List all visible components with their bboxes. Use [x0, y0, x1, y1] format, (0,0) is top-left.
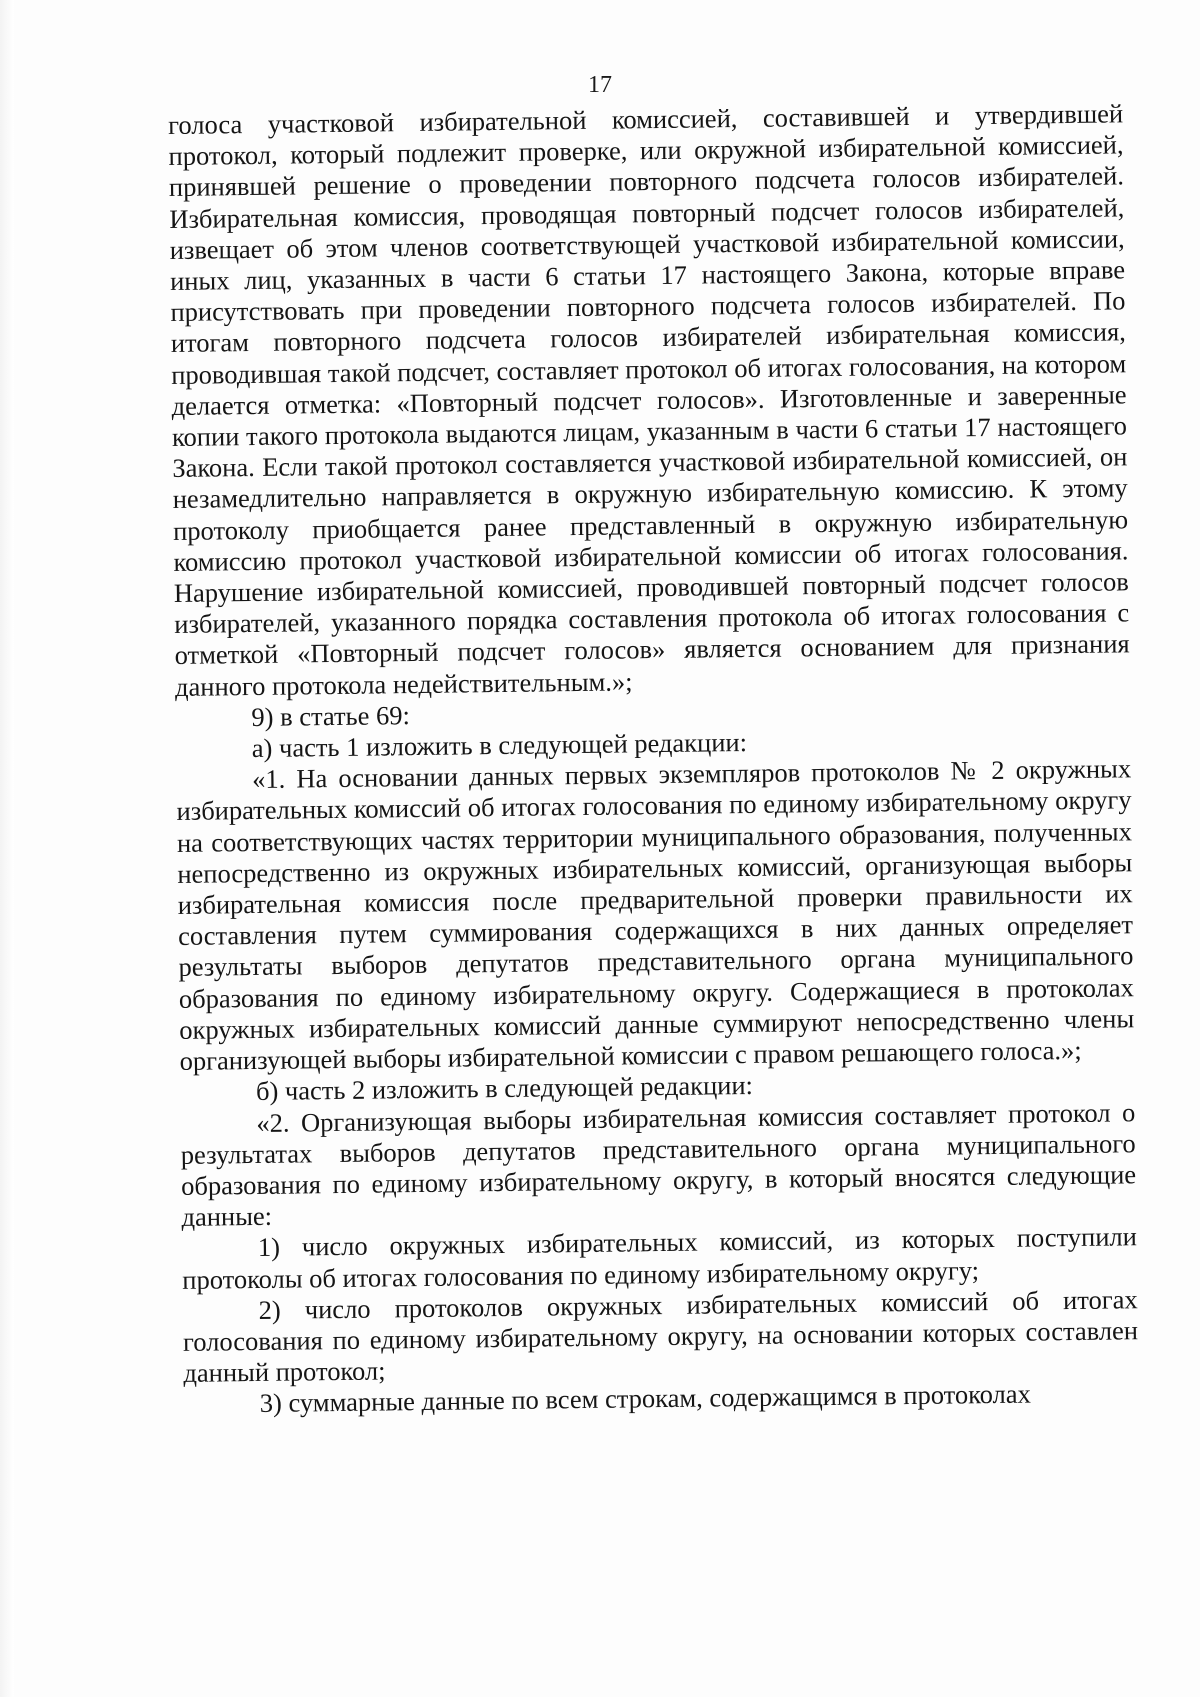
paragraph-subitem-a: а) часть 1 изложить в следующей редакции:	[251, 727, 748, 764]
paragraph-list-item-2: 2) число протоколов окружных избирательных комиссий об итогах голосования по единому избирательному округу, на основании которых составлен данный протокол;	[182, 1283, 1139, 1389]
paragraph-part-2-text: «2. Организующая выборы избирательная комиссия составляет протокол о результатах выборов депутатов представительного органа муниципального образования по единому избирательному округу, в который вносятся следующие данные:	[180, 1096, 1137, 1233]
paragraph-part-1-text: «1. На основании данных первых экземпляров протоколов № 2 окружных избирательных комиссий об итогах голосования по единому избирательному округу на соответствующих частях территории муниципального образования, полученных непосредственно из окружных избирательных комиссий, организующая выборы избирательная комиссия после предварительной проверки правильности их составления путем суммирования содержащихся в них данных определяет результаты выборов депутатов представительного органа муниципального образования по единому избирательному округу. Содержащиеся в протоколах окружных избирательных комиссий данные суммируют непосредственно члены организующей выборы избирательной комиссии с правом решающего голоса.»;	[176, 753, 1135, 1077]
paragraph-subitem-b: б) часть 2 изложить в следующей редакции:	[255, 1070, 754, 1107]
paragraph-list-item-1: 1) число окружных избирательных комиссий, из которых поступили протоколы об итогах голосования по единому избирательному округу;	[182, 1221, 1138, 1295]
page-number: 17	[588, 72, 612, 98]
body-text	[168, 98, 1139, 1420]
paragraph-item-9: 9) в статье 69:	[251, 699, 411, 732]
paragraph-continuation: голоса участковой избирательной комиссией, составившей и утвердившей протокол, который подлежит проверке, или окружной избирательной комиссией, принявшей решение о проведении повторного подсчета голосов избирателей. Избирательная комиссия, проводящая повторный подсчет голосов избирателей, извещает об этом членов соответствующей участковой избирательной комиссии, иных лиц, указанных в части 6 статьи 17 настоящего Закона, которые вправе присутствовать при проведении повторного подсчета голосов избирателей. По итогам повторного подсчета голосов избирателей избирательная комиссия, проводившая такой подсчет, составляет протокол об итогах голосования, на котором делается отметка: «Повторный подсчет голосов». Изготовленные и заверенные копии такого протокола выдаются лицам, указанным в части 6 статьи 17 настоящего Закона. Если такой протокол составляется участковой избирательной комиссией, он незамедлительно направляется в окружную избирательную комиссию. К этому протоколу приобщается ранее представленный в окружную избирательную комиссию протокол участковой избирательной комиссии об итогах голосования. Нарушение избирательной комиссией, проводившей повторный подсчет голосов избирателей, указанного порядка составления протокола об итогах голосования с отметкой «Повторный подсчет голосов» является основанием для признания данного протокола недействительным.»;	[168, 98, 1130, 702]
paragraph-list-item-3: 3) суммарные данные по всем строкам, содержащимся в протоколах	[259, 1378, 1031, 1419]
scan-edge	[0, 0, 14, 1697]
